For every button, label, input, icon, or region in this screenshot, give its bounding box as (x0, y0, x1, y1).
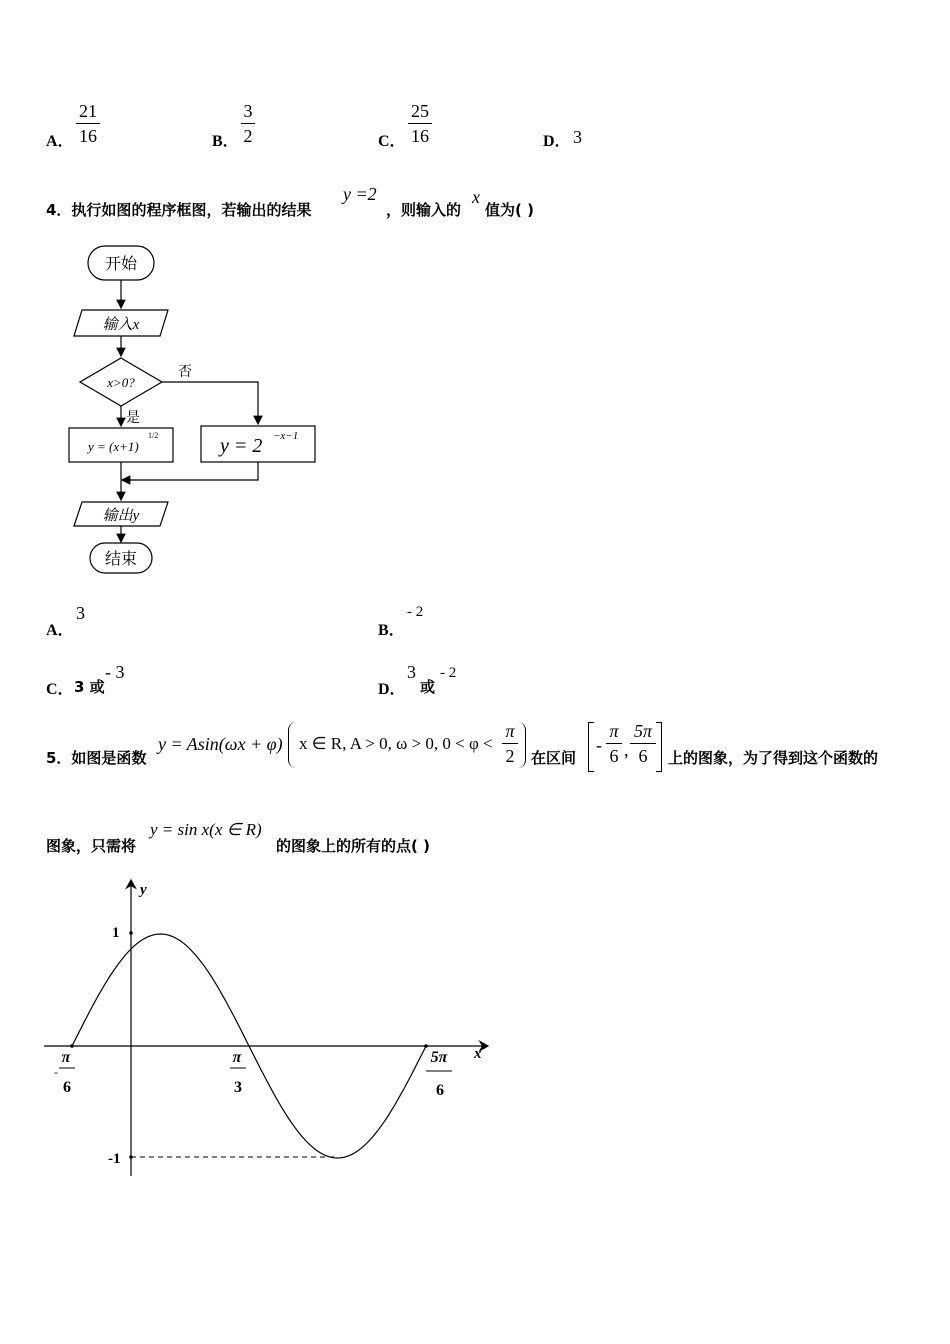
flow-input-text: 输入x (102, 317, 140, 333)
q3-option-c-label: C． (378, 133, 406, 150)
x-axis-label: x (474, 1046, 482, 1062)
q4-option-a-label: A． (46, 622, 74, 639)
q4-option-c-value: - 3 (105, 662, 125, 682)
q5-interval-text: 在区间 (531, 749, 577, 767)
flow-right-formula: y = 2 (220, 435, 263, 457)
q4-option-c-label: C． (46, 681, 74, 698)
q3-option-b-fraction: 3 2 (241, 100, 255, 147)
q3-option-d-label: D． (543, 133, 571, 150)
flow-left-exponent: 1/2 (148, 431, 159, 440)
q4-variable: x (472, 187, 480, 207)
q3-option-a-fraction: 21 16 (76, 100, 100, 147)
q5-suffix: 上的图象，为了得到这个函数的 (668, 749, 879, 767)
q4-condition: y =2 (343, 184, 377, 204)
q4-option-d-prefix: 3 (407, 662, 416, 682)
flow-right-exponent: −x−1 (273, 430, 299, 442)
q5-interval-comma: , (624, 740, 629, 760)
x-tick-3-den: 6 (436, 1082, 444, 1099)
zero-point-right (424, 1044, 428, 1048)
q5-interval-open-bracket (588, 722, 594, 772)
q4-mid: ，则输入的 (386, 201, 462, 219)
q5-condition-open-paren (288, 722, 296, 768)
flow-decision-text: x>0? (107, 375, 135, 390)
zero-point-left (70, 1044, 74, 1048)
flow-left-formula: y = (x+1) (88, 439, 139, 454)
x-tick-1-den: 6 (63, 1079, 71, 1096)
y-tick-neg1-dot (129, 1155, 133, 1159)
y-tick-1: 1 (112, 925, 120, 941)
q4-option-d-or: 或 (420, 678, 436, 696)
flow-output-text: 输出y (102, 508, 140, 524)
q5-condition: x ∈ R, A > 0, ω > 0, 0 < φ < (299, 734, 493, 753)
q5-condition-fraction: π 2 (502, 720, 518, 767)
q5-interval-minus: - (596, 735, 602, 755)
y-tick-1-dot (129, 931, 133, 935)
q5-function: y = Asin(ωx + φ) (158, 734, 283, 754)
flow-arrow-no (162, 382, 258, 424)
q5-interval-start: π 6 (606, 720, 622, 767)
x-tick-1-num: π (61, 1049, 71, 1066)
q3-option-d-value: 3 (573, 127, 582, 147)
flow-end-text: 结束 (104, 551, 138, 568)
q5-condition-close-paren (518, 722, 526, 768)
flow-start-text: 开始 (104, 256, 138, 273)
flow-arrow-join (122, 462, 258, 480)
q4-option-c-prefix: 3 或 (74, 678, 105, 696)
q5-line2-function: y = sin x(x ∈ R) (150, 820, 262, 839)
flow-yes-label: 是 (126, 411, 140, 426)
q5-prefix: 5．如图是函数 (46, 749, 147, 767)
flow-no-label: 否 (178, 365, 192, 380)
y-tick-neg1: -1 (108, 1151, 121, 1167)
q4-option-a-value: 3 (76, 603, 85, 623)
q4-prefix: 4．执行如图的程序框图，若输出的结果 (46, 201, 312, 219)
q3-option-c-fraction: 25 16 (408, 100, 432, 147)
x-tick-2-num: π (232, 1049, 242, 1066)
q5-line2-prefix: 图象，只需将 (46, 837, 137, 855)
x-tick-1-minus: - (54, 1065, 58, 1079)
q3-option-b-label: B． (212, 133, 239, 150)
q5-interval-close-bracket (656, 722, 662, 772)
y-axis-label: y (140, 882, 147, 898)
q4-option-b-label: B． (378, 622, 405, 639)
q4-flowchart (60, 240, 330, 580)
q5-interval-end: 5π 6 (630, 720, 656, 767)
x-tick-2-den: 3 (234, 1079, 242, 1096)
q4-suffix: 值为( ) (485, 201, 534, 219)
q3-option-a-label: A． (46, 133, 74, 150)
q4-option-d-label: D． (378, 681, 406, 698)
q4-option-d-value: - 2 (440, 665, 457, 681)
q5-line2-suffix: 的图象上的所有的点( ) (276, 837, 430, 855)
q4-option-b-value: - 2 (407, 604, 424, 620)
x-tick-3-num: 5π (430, 1049, 448, 1066)
q5-sine-graph (40, 870, 500, 1190)
